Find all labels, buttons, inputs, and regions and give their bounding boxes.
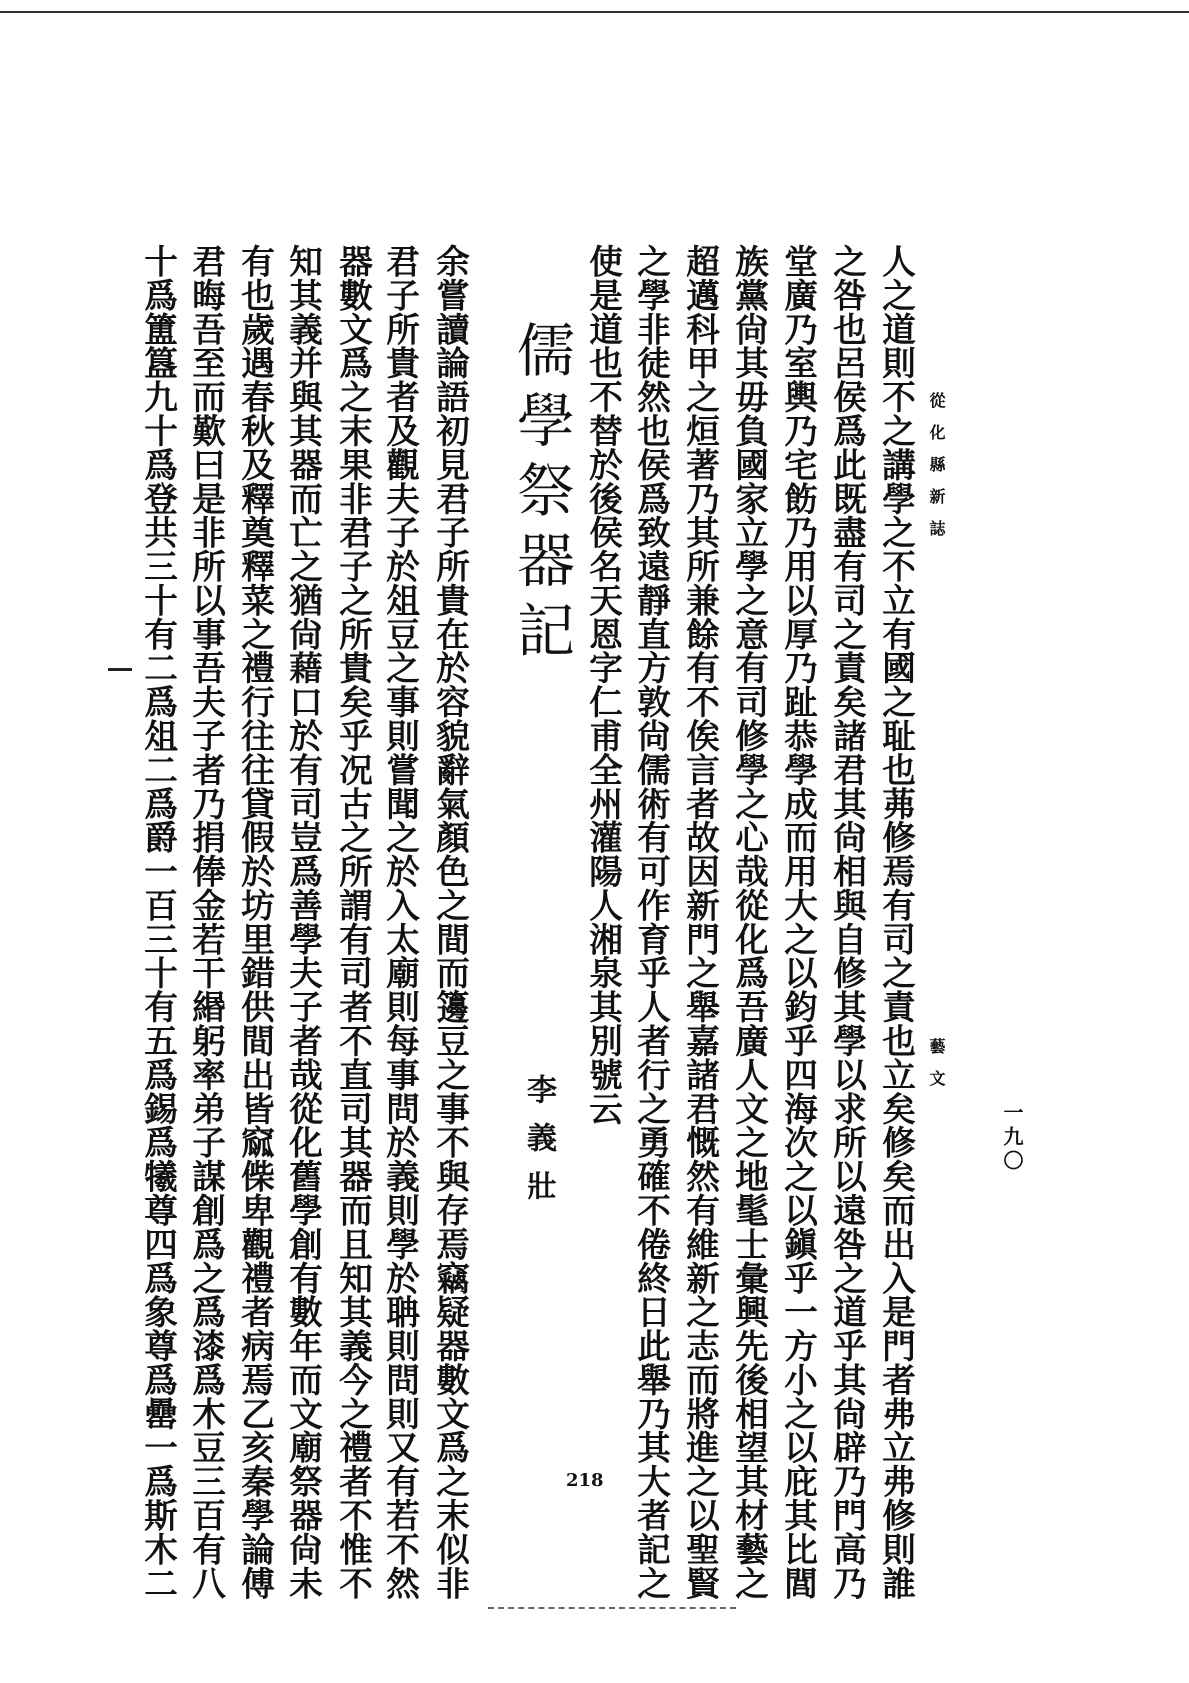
essay-column-3: 器數文爲之末果非君子之所貴矣乎况古之所謂有司者不直司其器而且知其義今之禮者不惟不 — [333, 244, 374, 1600]
running-header-page-label: 一九〇 — [1000, 1102, 1024, 1174]
essay-column-4: 知其義并與其器而亡之猶尙藉口於有司豈爲善學夫子者哉從化舊學創有數年而文廟祭器尙未 — [283, 244, 324, 1600]
bottom-dashed-line — [488, 1607, 736, 1609]
prev-essay-column-6: 之學非徒然也侯爲致遠靜直方敦尙儒術有可作育乎人者行之勇確不倦終日此舉乃其大者記之 — [631, 244, 672, 1600]
prev-essay-column-1: 人之道則不之講學之不立有國之耻也茀修焉有司之責也立矣修矣而出入是門者弗立弗修則誰 — [876, 244, 917, 1600]
prev-essay-column-7: 使是道也不替於後侯名天恩字仁甫全州灌陽人湘泉其別號云 — [583, 244, 624, 1126]
top-border-line — [0, 11, 1189, 13]
essay-column-1: 余嘗讀論語初見君子所貴在於容貌辭氣顏色之間而籩豆之事不與存焉竊疑器數文爲之末似非 — [430, 244, 471, 1600]
essay-column-5: 有也歲遇春秋及釋奠釋菜之禮行往往貸假於坊里錯供間出皆窳偨卑觀禮者病焉乙亥秦學論傅 — [235, 244, 276, 1600]
margin-dash-mark — [108, 668, 132, 671]
essay-column-7: 十爲簠簋九十爲登共三十有二爲俎二爲爵一百三十有五爲錫爲犧尊四爲象尊爲罍一爲斯木二 — [138, 244, 179, 1600]
essay-column-6: 君晦吾至而歎曰是非所以事吾夫子者乃捐俸金若干緡躬率弟子謀創爲之爲漆爲木豆三百有八 — [186, 244, 227, 1600]
running-header-title: 從化縣新誌 — [927, 392, 946, 552]
essay-title: 儒學祭器記 — [507, 320, 575, 670]
page-number: 218 — [566, 1470, 604, 1491]
prev-essay-column-5: 超邁科甲之烜著乃其所兼餘有不俟言者故因新門之舉嘉諸君慨然有維新之志而將進之以聖賢 — [680, 244, 721, 1600]
running-header-section: 藝文 — [927, 1038, 946, 1102]
prev-essay-column-4: 族黨尙其毋負國家立學之意有司修學之心哉從化爲吾廣人文之地髦士彙興先後相望其材藝之 — [729, 244, 770, 1600]
prev-essay-column-2: 之咎也呂侯爲此既盡有司之責矣諸君其尙相與自修其學以求所以遠咎之道乎其尙辟乃門高乃 — [827, 244, 868, 1600]
essay-column-2: 君子所貴者及觀夫子於俎豆之事則嘗聞之於入太廟則每事問於義則學於聃則問則又有若不然 — [380, 244, 421, 1600]
essay-author: 李義壯 — [521, 1074, 556, 1218]
prev-essay-column-3: 堂廣乃室輿乃宅飭乃用以厚乃趾恭學成而用大之以鈞乎四海次之以鎭乎一方小之以庇其比閭 — [778, 244, 819, 1600]
